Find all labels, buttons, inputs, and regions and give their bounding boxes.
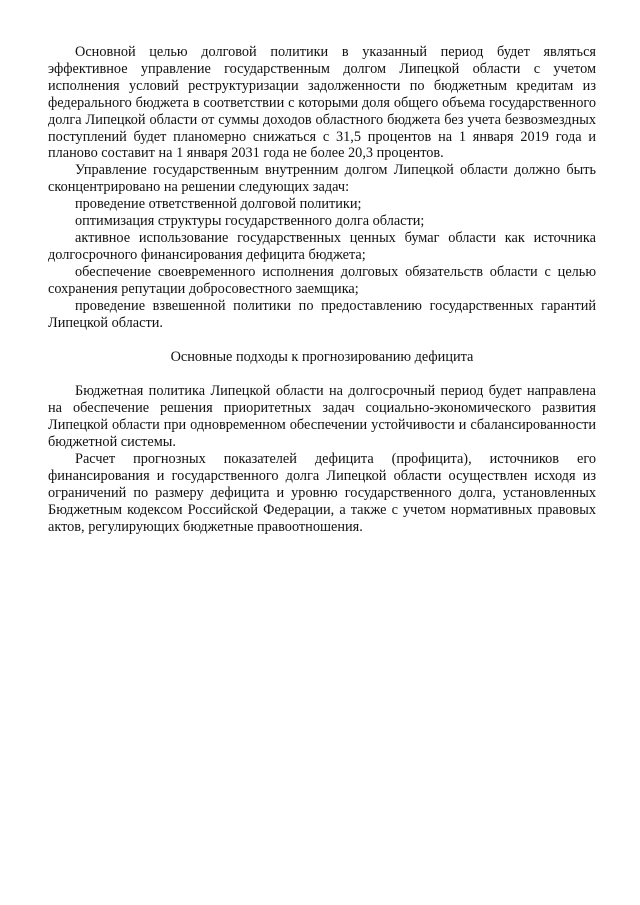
paragraph-debt-management-tasks: Управление государственным внутренним долгом Липецкой области должно быть сконцентрировано на решении следующих задач:: [48, 162, 596, 196]
document-page: [48, 44, 596, 535]
list-item-guarantees-policy: проведение взвешенной политики по предоставлению государственных гарантий Липецкой области.: [48, 297, 596, 331]
list-item-timely-obligations: обеспечение своевременного исполнения долговых обязательств области с целью сохранения репутации добросовестного заемщика;: [48, 263, 596, 297]
paragraph-budget-policy: Бюджетная политика Липецкой области на долгосрочный период будет направлена на обеспечение решения приоритетных задач социально-экономического развития Липецкой области при одновременном обеспечении устойчивости и сбалансированности бюджетной системы.: [48, 383, 596, 451]
section-heading-deficit-forecasting: Основные подходы к прогнозированию дефицита: [170, 349, 474, 366]
list-item-responsible-policy: проведение ответственной долговой политики;: [75, 196, 362, 213]
list-item-structure-optimization: оптимизация структуры государственного долга области;: [75, 213, 425, 230]
list-item-securities-usage: активное использование государственных ценных бумаг области как источника долгосрочного финансирования дефицита бюджета;: [48, 229, 596, 263]
paragraph-forecast-calculation: Расчет прогнозных показателей дефицита (профицита), источников его финансирования и государственного долга Липецкой области осуществлен исходя из ограничений по размеру дефицита и уровню государственного долга, установленных Бюджетным кодексом Российской Федерации, а также с учетом нормативных правовых актов, регулирующих бюджетные правоотношения.: [48, 450, 596, 535]
paragraph-debt-policy-goal: Основной целью долговой политики в указанный период будет являться эффективное управление государственным долгом Липецкой области с учетом исполнения условий реструктуризации задолженности по бюджетным кредитам из федерального бюджета в соответствии с которыми доля общего объема государственного долга Липецкой области от суммы доходов областного бюджета без учета безвозмездных поступлений будет планомерно снижаться с 31,5 процентов на 1 января 2019 года и планово составит на 1 января 2031 года не более 20,3 процентов.: [48, 44, 596, 162]
